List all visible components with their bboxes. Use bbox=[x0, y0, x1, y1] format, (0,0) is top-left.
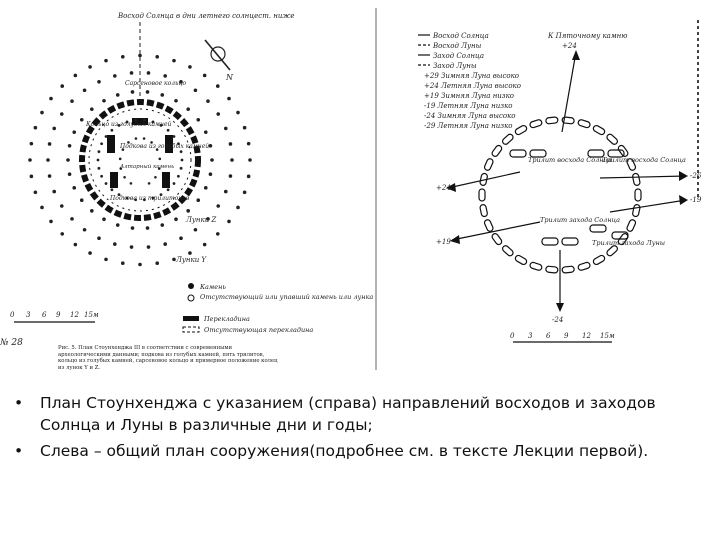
bullet-item: • Слева – общий план сооружения(подробнее см. в тексте Лекции первой). bbox=[14, 442, 649, 460]
figure-number: № 28 bbox=[0, 338, 23, 348]
left-top-label: Восход Солнца в дни летнего солнцест. ниже bbox=[118, 12, 295, 20]
label-trilithons: Подкова из трилитонов bbox=[110, 195, 190, 202]
svg-text:3: 3 bbox=[528, 332, 533, 340]
svg-text:Отсутствующая перекладина: Отсутствующая перекладина bbox=[204, 326, 314, 334]
svg-text:3: 3 bbox=[26, 311, 31, 319]
left-legend bbox=[183, 283, 373, 334]
svg-text:+24 Летняя Луна высоко: +24 Летняя Луна высоко bbox=[424, 82, 521, 90]
bullet-dot-icon: • bbox=[14, 442, 24, 460]
svg-text:9: 9 bbox=[56, 311, 61, 319]
svg-text:-29 Летняя Луна низко: -29 Летняя Луна низко bbox=[424, 122, 513, 130]
trilith-label-br: Трилит захода Луны bbox=[592, 239, 666, 247]
dir-left-1: +24 bbox=[436, 184, 451, 192]
heel-stone-value: +24 bbox=[562, 42, 577, 50]
svg-text:Восход Луны: Восход Луны bbox=[433, 42, 482, 50]
dir-bottom: -24 bbox=[552, 316, 564, 324]
svg-text:0: 0 bbox=[10, 311, 15, 319]
left-caption: Рис. 5. План Стоунхенджа III в соответствии с современными археологическими данными; подкова из голубых камней, пять трилитов, кольцо из голубых камней, сарсеновое кольцо и примерное положение колец из лунок Y и Z. bbox=[58, 345, 278, 371]
left-scale-bar bbox=[10, 311, 99, 322]
label-bluestone-ring: Кольцо из голубых камней bbox=[86, 121, 172, 128]
left-plan bbox=[0, 12, 373, 380]
trilith-label-bl: Трилит захода Солнца bbox=[540, 216, 621, 224]
right-legend bbox=[418, 32, 521, 130]
svg-text:Перекладина: Перекладина bbox=[204, 315, 250, 323]
dir-right-1: -26 bbox=[690, 172, 702, 180]
label-bluestone-oval: Подкова из голубых камней bbox=[120, 143, 210, 150]
svg-text:Камень: Камень bbox=[200, 283, 226, 291]
svg-text:Восход Солнца: Восход Солнца bbox=[433, 32, 489, 40]
dir-right-2: -19 bbox=[690, 196, 702, 204]
right-plan bbox=[418, 32, 702, 342]
dir-left-2: +19 bbox=[436, 238, 451, 246]
svg-text:12: 12 bbox=[582, 332, 591, 340]
bullet-list bbox=[8, 392, 708, 466]
bluestone-horseshoe bbox=[97, 119, 184, 201]
right-trilithons bbox=[510, 150, 628, 245]
svg-text:12: 12 bbox=[70, 311, 79, 319]
svg-text:6: 6 bbox=[42, 311, 47, 319]
label-y: Лунки Y bbox=[176, 256, 207, 264]
label-altar: Алтарный камень bbox=[120, 164, 175, 170]
svg-text:15м: 15м bbox=[84, 311, 99, 319]
svg-text:6: 6 bbox=[546, 332, 551, 340]
right-scale-bar bbox=[510, 332, 615, 342]
svg-text:Отсутствующий или упавший каме: Отсутствующий или упавший камень или лунка bbox=[200, 293, 374, 301]
svg-text:15м: 15м bbox=[600, 332, 615, 340]
north-label: N bbox=[226, 73, 233, 82]
right-stone-ring bbox=[479, 117, 641, 273]
svg-text:0: 0 bbox=[510, 332, 515, 340]
svg-text:-19 Летняя Луна низко: -19 Летняя Луна низко bbox=[424, 102, 513, 110]
north-arrow-icon bbox=[205, 40, 234, 82]
svg-text:-24 Зимняя Луна высоко: -24 Зимняя Луна высоко bbox=[424, 112, 516, 120]
svg-text:9: 9 bbox=[564, 332, 569, 340]
svg-text:Заход Солнца: Заход Солнца bbox=[433, 52, 485, 60]
trilith-label-tr: Трилит восхода Солнца bbox=[602, 156, 686, 164]
bullet-item: • План Стоунхенджа с указанием (справа) направлений восходов и заходов Солнца и Луны в различные дни и годы; bbox=[14, 394, 656, 434]
trilithon-horseshoe bbox=[107, 118, 173, 188]
label-z: Лунки Z bbox=[186, 216, 217, 224]
trilith-label-tl: Трилит восхода Солнца bbox=[528, 156, 612, 164]
svg-text:+19 Зимняя Луна низко: +19 Зимняя Луна низко bbox=[424, 92, 515, 100]
bullet-dot-icon: • bbox=[14, 394, 24, 412]
heel-stone-label: К Пяточному камню bbox=[548, 32, 628, 40]
direction-arrows bbox=[436, 171, 702, 324]
svg-text:Заход Луны: Заход Луны bbox=[433, 62, 477, 70]
svg-text:+29 Зимняя Луна высоко: +29 Зимняя Луна высоко bbox=[424, 72, 519, 80]
label-sarsen: Сарсеновое кольцо bbox=[125, 80, 187, 87]
